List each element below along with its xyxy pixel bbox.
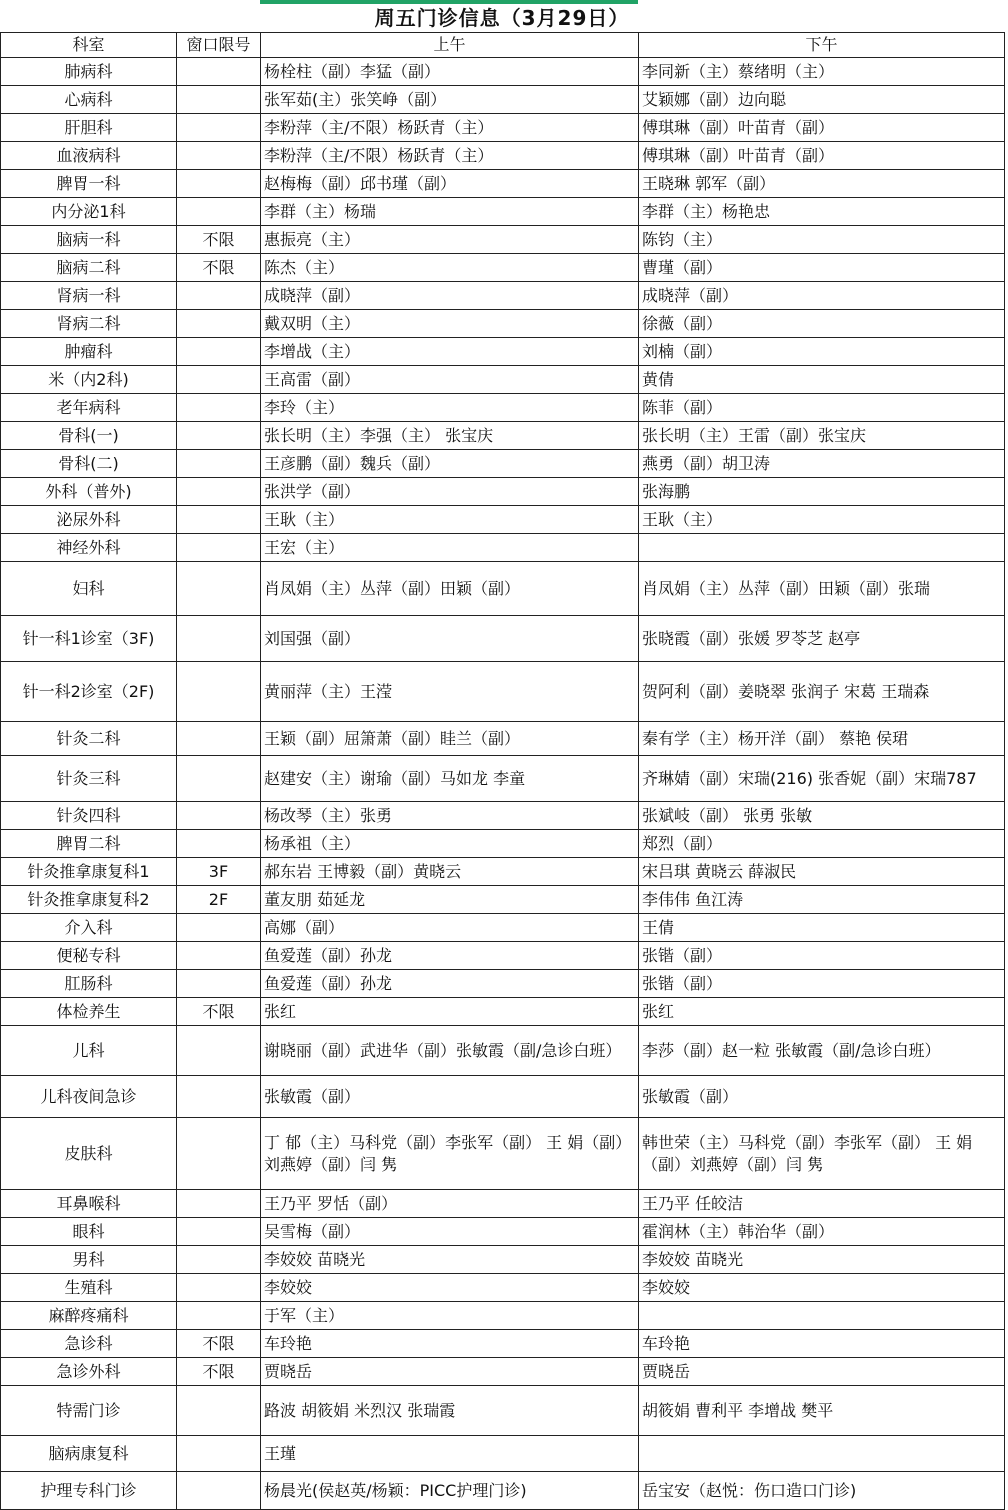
morning-cell[interactable]: 张敏霞（副） (261, 1076, 639, 1118)
morning-cell[interactable]: 黄丽萍（主）王滢 (261, 662, 639, 722)
table-row (1, 450, 1005, 478)
afternoon-cell[interactable]: 张红 (639, 998, 1005, 1026)
afternoon-cell[interactable] (639, 534, 1005, 562)
table-row (1, 1302, 1005, 1330)
afternoon-cell[interactable]: 艾颖娜（副）边向聪 (639, 86, 1005, 114)
table-row (1, 282, 1005, 310)
dept-cell[interactable]: 儿科夜间急诊 (1, 1076, 177, 1118)
dept-cell[interactable]: 脾胃一科 (1, 170, 177, 198)
limit-cell[interactable] (177, 310, 261, 338)
afternoon-cell[interactable]: 霍润林（主）韩治华（副） (639, 1218, 1005, 1246)
limit-cell[interactable] (177, 142, 261, 170)
page-title: 周五门诊信息（3月29日） (0, 4, 1004, 33)
morning-cell[interactable]: 王高雷（副） (261, 366, 639, 394)
limit-cell[interactable] (177, 830, 261, 858)
afternoon-cell[interactable]: 李姣姣 苗晓光 (639, 1246, 1005, 1274)
limit-cell[interactable] (177, 422, 261, 450)
morning-cell[interactable]: 杨晨光(侯赵英/杨颖：PICC护理门诊) (261, 1472, 639, 1510)
morning-cell[interactable]: 杨承祖（主） (261, 830, 639, 858)
afternoon-cell[interactable]: 李莎（副）赵一粒 张敏霞（副/急诊白班） (639, 1026, 1005, 1076)
dept-cell[interactable]: 皮肤科 (1, 1118, 177, 1190)
table-row (1, 254, 1005, 282)
afternoon-cell[interactable]: 李同新（主）蔡绪明（主） (639, 58, 1005, 86)
table-row (1, 1472, 1005, 1510)
limit-cell[interactable] (177, 86, 261, 114)
morning-cell[interactable]: 李粉萍（主/不限）杨跃青（主） (261, 114, 639, 142)
table-row (1, 198, 1005, 226)
afternoon-cell[interactable]: 张斌岐（副） 张勇 张敏 (639, 802, 1005, 830)
afternoon-cell[interactable]: 张长明（主）王雷（副）张宝庆 (639, 422, 1005, 450)
morning-cell[interactable]: 杨栓柱（副）李猛（副） (261, 58, 639, 86)
table-row (1, 1358, 1005, 1386)
limit-cell[interactable] (177, 506, 261, 534)
limit-cell[interactable] (177, 970, 261, 998)
header-row (1, 33, 1005, 58)
afternoon-cell[interactable]: 郑烈（副） (639, 830, 1005, 858)
morning-cell[interactable]: 王宏（主） (261, 534, 639, 562)
afternoon-cell[interactable]: 陈钧（主） (639, 226, 1005, 254)
morning-cell[interactable]: 李姣姣 (261, 1274, 639, 1302)
afternoon-cell[interactable]: 傅琪琳（副）叶苗青（副） (639, 114, 1005, 142)
limit-cell[interactable]: 不限 (177, 998, 261, 1026)
limit-cell[interactable] (177, 1026, 261, 1076)
dept-cell[interactable]: 急诊外科 (1, 1358, 177, 1386)
table-row (1, 1436, 1005, 1472)
table-row (1, 1190, 1005, 1218)
dept-cell[interactable]: 肺病科 (1, 58, 177, 86)
dept-cell[interactable]: 骨科(二) (1, 450, 177, 478)
dept-cell[interactable]: 妇科 (1, 562, 177, 616)
morning-cell[interactable]: 谢晓丽（副）武进华（副）张敏霞（副/急诊白班） (261, 1026, 639, 1076)
table-row (1, 422, 1005, 450)
afternoon-cell[interactable]: 王晓琳 郭军（副） (639, 170, 1005, 198)
limit-cell[interactable] (177, 1218, 261, 1246)
morning-cell[interactable]: 丁 郁（主）马科党（副）李张军（副） 王 娟（副）刘燕婷（副）闫 隽 (261, 1118, 639, 1190)
afternoon-cell[interactable] (639, 1436, 1005, 1472)
limit-cell[interactable] (177, 562, 261, 616)
header-pm: 下午 (639, 33, 1005, 58)
table-row (1, 616, 1005, 662)
afternoon-cell[interactable]: 傅琪琳（副）叶苗青（副） (639, 142, 1005, 170)
limit-cell[interactable] (177, 1076, 261, 1118)
limit-cell[interactable] (177, 942, 261, 970)
limit-cell[interactable] (177, 1436, 261, 1472)
afternoon-cell[interactable]: 王倩 (639, 914, 1005, 942)
table-row (1, 914, 1005, 942)
limit-cell[interactable] (177, 198, 261, 226)
afternoon-cell[interactable]: 张锴（副） (639, 970, 1005, 998)
table-row (1, 886, 1005, 914)
dept-cell[interactable]: 针一科1诊室（3F) (1, 616, 177, 662)
afternoon-cell[interactable]: 岳宝安（赵悦：伤口造口门诊) (639, 1472, 1005, 1510)
table-row (1, 1246, 1005, 1274)
table-row (1, 142, 1005, 170)
afternoon-cell[interactable]: 黄倩 (639, 366, 1005, 394)
table-row (1, 1386, 1005, 1436)
morning-cell[interactable]: 于军（主） (261, 1302, 639, 1330)
limit-cell[interactable]: 不限 (177, 1330, 261, 1358)
morning-cell[interactable]: 刘国强（副） (261, 616, 639, 662)
afternoon-cell[interactable]: 李伟伟 鱼江涛 (639, 886, 1005, 914)
table-row (1, 1076, 1005, 1118)
limit-cell[interactable] (177, 282, 261, 310)
table-row (1, 970, 1005, 998)
table-row (1, 662, 1005, 722)
table-row (1, 1026, 1005, 1076)
limit-cell[interactable] (177, 1246, 261, 1274)
dept-cell[interactable]: 针灸推拿康复科2 (1, 886, 177, 914)
table-row (1, 506, 1005, 534)
table-row (1, 942, 1005, 970)
table-row (1, 1274, 1005, 1302)
dept-cell[interactable]: 护理专科门诊 (1, 1472, 177, 1510)
morning-cell[interactable]: 王彦鹏（副）魏兵（副） (261, 450, 639, 478)
limit-cell[interactable] (177, 478, 261, 506)
afternoon-cell[interactable]: 徐薇（副） (639, 310, 1005, 338)
morning-cell[interactable]: 郝东岩 王博毅（副）黄晓云 (261, 858, 639, 886)
afternoon-cell[interactable]: 肖凤娟（主）丛萍（副）田颖（副）张瑞 (639, 562, 1005, 616)
limit-cell[interactable] (177, 756, 261, 802)
dept-cell[interactable]: 急诊科 (1, 1330, 177, 1358)
dept-cell[interactable]: 脑病一科 (1, 226, 177, 254)
afternoon-cell[interactable]: 张晓霞（副）张媛 罗苓芝 赵亭 (639, 616, 1005, 662)
table-row (1, 756, 1005, 802)
limit-cell[interactable] (177, 534, 261, 562)
dept-cell[interactable]: 针一科2诊室（2F) (1, 662, 177, 722)
limit-cell[interactable] (177, 450, 261, 478)
dept-cell[interactable]: 泌尿外科 (1, 506, 177, 534)
schedule-table (0, 32, 1005, 1510)
afternoon-cell[interactable]: 李姣姣 (639, 1274, 1005, 1302)
morning-cell[interactable]: 李增战（主） (261, 338, 639, 366)
limit-cell[interactable]: 2F (177, 886, 261, 914)
dept-cell[interactable]: 男科 (1, 1246, 177, 1274)
table-row (1, 998, 1005, 1026)
limit-cell[interactable] (177, 722, 261, 756)
table-body (1, 58, 1005, 1510)
limit-cell[interactable] (177, 914, 261, 942)
dept-cell[interactable]: 针灸四科 (1, 802, 177, 830)
afternoon-cell[interactable]: 张敏霞（副） (639, 1076, 1005, 1118)
morning-cell[interactable]: 李群（主）杨瑞 (261, 198, 639, 226)
limit-cell[interactable]: 不限 (177, 254, 261, 282)
morning-cell[interactable]: 李粉萍（主/不限）杨跃青（主） (261, 142, 639, 170)
table-row (1, 1330, 1005, 1358)
limit-cell[interactable] (177, 366, 261, 394)
limit-cell[interactable]: 不限 (177, 226, 261, 254)
morning-cell[interactable]: 鱼爱莲（副）孙龙 (261, 970, 639, 998)
table-row (1, 58, 1005, 86)
limit-cell[interactable] (177, 1302, 261, 1330)
limit-cell[interactable] (177, 1472, 261, 1510)
afternoon-cell[interactable]: 韩世荣（主）马科党（副）李张军（副） 王 娟（副）刘燕婷（副）闫 隽 (639, 1118, 1005, 1190)
table-row (1, 366, 1005, 394)
dept-cell[interactable]: 针灸推拿康复科1 (1, 858, 177, 886)
morning-cell[interactable]: 肖凤娟（主）丛萍（副）田颖（副） (261, 562, 639, 616)
morning-cell[interactable]: 赵梅梅（副）邱书瑾（副） (261, 170, 639, 198)
dept-cell[interactable]: 肛肠科 (1, 970, 177, 998)
table-row (1, 86, 1005, 114)
morning-cell[interactable]: 成晓萍（副） (261, 282, 639, 310)
limit-cell[interactable]: 3F (177, 858, 261, 886)
limit-cell[interactable] (177, 1118, 261, 1190)
limit-cell[interactable] (177, 58, 261, 86)
table-row (1, 802, 1005, 830)
afternoon-cell[interactable]: 张锴（副） (639, 942, 1005, 970)
afternoon-cell[interactable]: 曹瑾（副） (639, 254, 1005, 282)
dept-cell[interactable]: 麻醉疼痛科 (1, 1302, 177, 1330)
afternoon-cell[interactable]: 陈菲（副） (639, 394, 1005, 422)
afternoon-cell[interactable]: 贺阿利（副）姜晓翠 张润子 宋葛 王瑞森 (639, 662, 1005, 722)
dept-cell[interactable]: 针灸三科 (1, 756, 177, 802)
afternoon-cell[interactable] (639, 1302, 1005, 1330)
morning-cell[interactable]: 惠振亮（主） (261, 226, 639, 254)
afternoon-cell[interactable]: 车玲艳 (639, 1330, 1005, 1358)
dept-cell[interactable]: 针灸二科 (1, 722, 177, 756)
limit-cell[interactable] (177, 114, 261, 142)
afternoon-cell[interactable]: 李群（主）杨艳忠 (639, 198, 1005, 226)
dept-cell[interactable]: 脑病二科 (1, 254, 177, 282)
morning-cell[interactable]: 赵建安（主）谢瑜（副）马如龙 李童 (261, 756, 639, 802)
limit-cell[interactable] (177, 616, 261, 662)
morning-cell[interactable]: 李姣姣 苗晓光 (261, 1246, 639, 1274)
dept-cell[interactable]: 耳鼻喉科 (1, 1190, 177, 1218)
dept-cell[interactable]: 外科（普外) (1, 478, 177, 506)
morning-cell[interactable]: 张军茹(主）张笑峥（副） (261, 86, 639, 114)
morning-cell[interactable]: 陈杰（主） (261, 254, 639, 282)
dept-cell[interactable]: 脾胃二科 (1, 830, 177, 858)
morning-cell[interactable]: 车玲艳 (261, 1330, 639, 1358)
limit-cell[interactable] (177, 1386, 261, 1436)
morning-cell[interactable]: 张长明（主）李强（主） 张宝庆 (261, 422, 639, 450)
limit-cell[interactable] (177, 802, 261, 830)
dept-cell[interactable]: 内分泌1科 (1, 198, 177, 226)
morning-cell[interactable]: 王耿（主） (261, 506, 639, 534)
morning-cell[interactable]: 戴双明（主） (261, 310, 639, 338)
dept-cell[interactable]: 便秘专科 (1, 942, 177, 970)
afternoon-cell[interactable]: 燕勇（副）胡卫涛 (639, 450, 1005, 478)
header-am: 上午 (261, 33, 639, 58)
table-row (1, 226, 1005, 254)
table-row (1, 858, 1005, 886)
table-row (1, 310, 1005, 338)
table-row (1, 338, 1005, 366)
dept-cell[interactable]: 肾病二科 (1, 310, 177, 338)
morning-cell[interactable]: 贾晓岳 (261, 1358, 639, 1386)
limit-cell[interactable]: 不限 (177, 1358, 261, 1386)
morning-cell[interactable]: 王颖（副）屈箫萧（副）眭兰（副） (261, 722, 639, 756)
dept-cell[interactable]: 介入科 (1, 914, 177, 942)
morning-cell[interactable]: 路波 胡筱娟 米烈汉 张瑞霞 (261, 1386, 639, 1436)
dept-cell[interactable]: 心病科 (1, 86, 177, 114)
afternoon-cell[interactable]: 成晓萍（副） (639, 282, 1005, 310)
afternoon-cell[interactable]: 刘楠（副） (639, 338, 1005, 366)
table-row (1, 114, 1005, 142)
dept-cell[interactable]: 骨科(一) (1, 422, 177, 450)
limit-cell[interactable] (177, 170, 261, 198)
morning-cell[interactable]: 高娜（副） (261, 914, 639, 942)
dept-cell[interactable]: 脑病康复科 (1, 1436, 177, 1472)
dept-cell[interactable]: 特需门诊 (1, 1386, 177, 1436)
morning-cell[interactable]: 董友朋 茹延龙 (261, 886, 639, 914)
dept-cell[interactable]: 血液病科 (1, 142, 177, 170)
morning-cell[interactable]: 李玲（主） (261, 394, 639, 422)
dept-cell[interactable]: 眼科 (1, 1218, 177, 1246)
afternoon-cell[interactable]: 秦有学（主）杨开洋（副） 蔡艳 侯珺 (639, 722, 1005, 756)
table-row (1, 722, 1005, 756)
afternoon-cell[interactable]: 贾晓岳 (639, 1358, 1005, 1386)
dept-cell[interactable]: 肝胆科 (1, 114, 177, 142)
table-row (1, 478, 1005, 506)
dept-cell[interactable]: 米（内2科) (1, 366, 177, 394)
dept-cell[interactable]: 神经外科 (1, 534, 177, 562)
morning-cell[interactable]: 鱼爱莲（副）孙龙 (261, 942, 639, 970)
dept-cell[interactable]: 老年病科 (1, 394, 177, 422)
table-row (1, 830, 1005, 858)
dept-cell[interactable]: 儿科 (1, 1026, 177, 1076)
morning-cell[interactable]: 张洪学（副） (261, 478, 639, 506)
dept-cell[interactable]: 体检养生 (1, 998, 177, 1026)
limit-cell[interactable] (177, 338, 261, 366)
table-row (1, 1218, 1005, 1246)
afternoon-cell[interactable]: 齐琳婧（副）宋瑞(216) 张香妮（副）宋瑞787 (639, 756, 1005, 802)
header-limit: 窗口限号 (177, 33, 261, 58)
morning-cell[interactable]: 王乃平 罗恬（副） (261, 1190, 639, 1218)
limit-cell[interactable] (177, 394, 261, 422)
afternoon-cell[interactable]: 宋吕琪 黄晓云 薛淑民 (639, 858, 1005, 886)
dept-cell[interactable]: 肿瘤科 (1, 338, 177, 366)
dept-cell[interactable]: 生殖科 (1, 1274, 177, 1302)
table-row (1, 562, 1005, 616)
table-row (1, 1118, 1005, 1190)
limit-cell[interactable] (177, 1274, 261, 1302)
table-row (1, 394, 1005, 422)
morning-cell[interactable]: 杨改琴（主）张勇 (261, 802, 639, 830)
morning-cell[interactable]: 张红 (261, 998, 639, 1026)
afternoon-cell[interactable]: 王乃平 任皎洁 (639, 1190, 1005, 1218)
table-row (1, 170, 1005, 198)
header-dept: 科室 (1, 33, 177, 58)
limit-cell[interactable] (177, 662, 261, 722)
afternoon-cell[interactable]: 胡筱娟 曹利平 李增战 樊平 (639, 1386, 1005, 1436)
table-row (1, 534, 1005, 562)
morning-cell[interactable]: 王瑾 (261, 1436, 639, 1472)
morning-cell[interactable]: 吴雪梅（副） (261, 1218, 639, 1246)
limit-cell[interactable] (177, 1190, 261, 1218)
afternoon-cell[interactable]: 张海鹏 (639, 478, 1005, 506)
afternoon-cell[interactable]: 王耿（主） (639, 506, 1005, 534)
dept-cell[interactable]: 肾病一科 (1, 282, 177, 310)
